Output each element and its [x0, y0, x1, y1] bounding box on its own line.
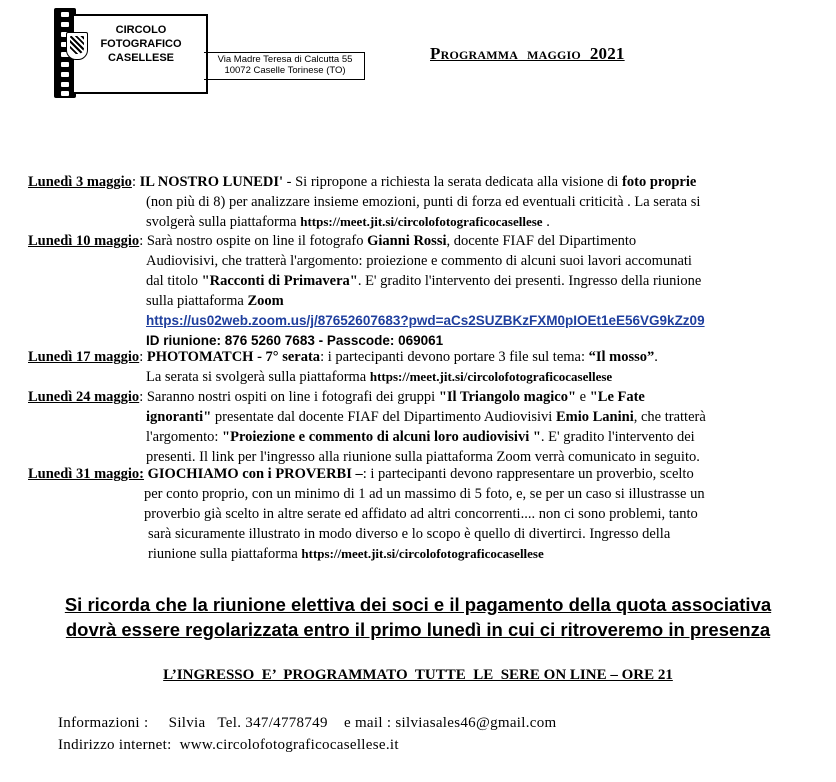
text: . E' gradito l'intervento dei [540, 429, 695, 445]
event-3-maggio [28, 172, 700, 232]
text-bold: foto proprie [622, 174, 697, 190]
event-title: GIOCHIAMO con i PROVERBI – [147, 466, 363, 482]
club-name-line1: CIRCOLO [115, 24, 167, 36]
text: proverbio già scelto in altre serate ed affidato ad altri concorrenti.... non ci sono problemi, tanto [144, 506, 698, 522]
text: svolgerà sulla piattaforma [146, 214, 301, 230]
meet-link[interactable]: https://meet.jit.si/circolofotograficocasellese [300, 214, 543, 229]
text-bold: "Proiezione e commento di alcuni loro audiovisivi " [222, 429, 541, 445]
event-date: Lunedì 31 maggio: [28, 466, 145, 482]
zoom-meeting-id: ID riunione: 876 5260 7683 - Passcode: 069061 [146, 333, 444, 348]
text: : Saranno nostri ospiti on line i fotografi dei gruppi [139, 389, 439, 405]
event-10-maggio [28, 231, 705, 351]
text-bold: Zoom [247, 293, 284, 309]
meet-link[interactable]: https://meet.jit.si/circolofotograficocasellese [301, 546, 544, 561]
text-bold: "Il Triangolo magico" [438, 389, 577, 405]
text: - Si ripropone a richiesta la serata dedicata alla visione di [283, 174, 623, 190]
notice-line1: Si ricorda che la riunione elettiva dei soci e il pagamento della quota associativa [64, 594, 772, 615]
text: presenti. Il link per l'ingresso alla riunione sulla piattaforma Zoom verrà comunicato in seguito. [146, 449, 700, 465]
text: , che tratterà [633, 409, 706, 425]
text: La serata si svolgerà sulla piattaforma [146, 369, 370, 385]
zoom-link[interactable]: https://us02web.zoom.us/j/87652607683?pwd=aCs2SUZBKzFXM0pIOEt1eE56VG9kZz09 [146, 313, 705, 328]
event-31-maggio [28, 464, 705, 564]
contact-info: Informazioni : Silvia Tel. 347/4778749 e mail : silviasales46@gmail.com [58, 715, 557, 731]
text: : [139, 349, 147, 365]
text: dal titolo [146, 273, 202, 289]
text: l'argomento: [146, 429, 223, 445]
address-line2: 10072 Caselle Torinese (TO) [224, 65, 346, 76]
text-bold: ignoranti" [146, 409, 212, 425]
club-name-line3: CASELLESE [107, 52, 174, 64]
text: . [654, 349, 658, 365]
event-17-maggio [28, 347, 658, 387]
notice-line2: dovrà essere regolarizzata entro il primo lunedì in cui ci ritroveremo in presenza [65, 619, 771, 640]
text: : i partecipanti devono portare 3 file sul tema: [320, 349, 589, 365]
text: (non più di 8) per analizzare insieme emozioni, punti di forza ed eventuali criticità . La serata si [146, 194, 701, 210]
text: : [131, 174, 140, 190]
text-bold: - 7° serata [253, 349, 321, 365]
club-address [206, 54, 364, 76]
text-bold: "Racconti di Primavera" [201, 273, 358, 289]
club-name [86, 23, 196, 65]
text: riunione sulla piattaforma [148, 546, 302, 562]
text: per conto proprio, con un minimo di 1 ad un massimo di 5 foto, e, se per un caso si illustrasse un [144, 486, 705, 502]
club-name-line2: FOTOGRAFICO [100, 38, 182, 50]
event-date: Lunedì 3 maggio [28, 174, 132, 190]
event-date: Lunedì 10 maggio [28, 233, 140, 249]
text: . E' gradito l'intervento dei presenti. Ingresso della riunione [357, 273, 702, 289]
text: : Sarà nostro ospite on line il fotografo [139, 233, 368, 249]
text: presentate dal docente FIAF del Dipartimento Audiovisivi [211, 409, 556, 425]
text: . [542, 214, 550, 230]
text-bold: “Il mosso” [588, 349, 655, 365]
event-title: PHOTOMATCH [146, 349, 254, 365]
text: Audiovisivi, che tratterà l'argomento: proiezione e commento di alcuni suoi lavori accomunati [146, 253, 692, 269]
text: : i partecipanti devono rappresentare un proverbio, scelto [362, 466, 694, 482]
event-title: IL NOSTRO LUNEDI' [139, 174, 284, 190]
online-entry-notice: L’INGRESSO E’ PROGRAMMATO TUTTE LE SERE ON LINE – ORE 21 [163, 667, 673, 683]
coat-of-arms-icon [66, 32, 88, 60]
meet-link[interactable]: https://meet.jit.si/circolofotograficocasellese [369, 369, 613, 384]
text: sulla piattaforma [146, 293, 248, 309]
text: e [576, 389, 590, 405]
event-date: Lunedì 24 maggio [28, 389, 140, 405]
text: , docente FIAF del Dipartimento [446, 233, 637, 249]
address-line1: Via Madre Teresa di Calcutta 55 [217, 54, 353, 65]
event-24-maggio [28, 387, 706, 467]
page-title: Programma maggio 2021 [430, 44, 625, 63]
text: sarà sicuramente illustrato in modo diverso e lo scopo è quello di divertirci. Ingresso della [148, 526, 671, 542]
text-bold: "Le Fate [589, 389, 645, 405]
guest-name: Emio Lanini [555, 409, 634, 425]
guest-name: Gianni Rossi [367, 233, 447, 249]
event-date: Lunedì 17 maggio [28, 349, 140, 365]
website-info: Indirizzo internet: www.circolofotograficocasellese.it [58, 737, 399, 753]
